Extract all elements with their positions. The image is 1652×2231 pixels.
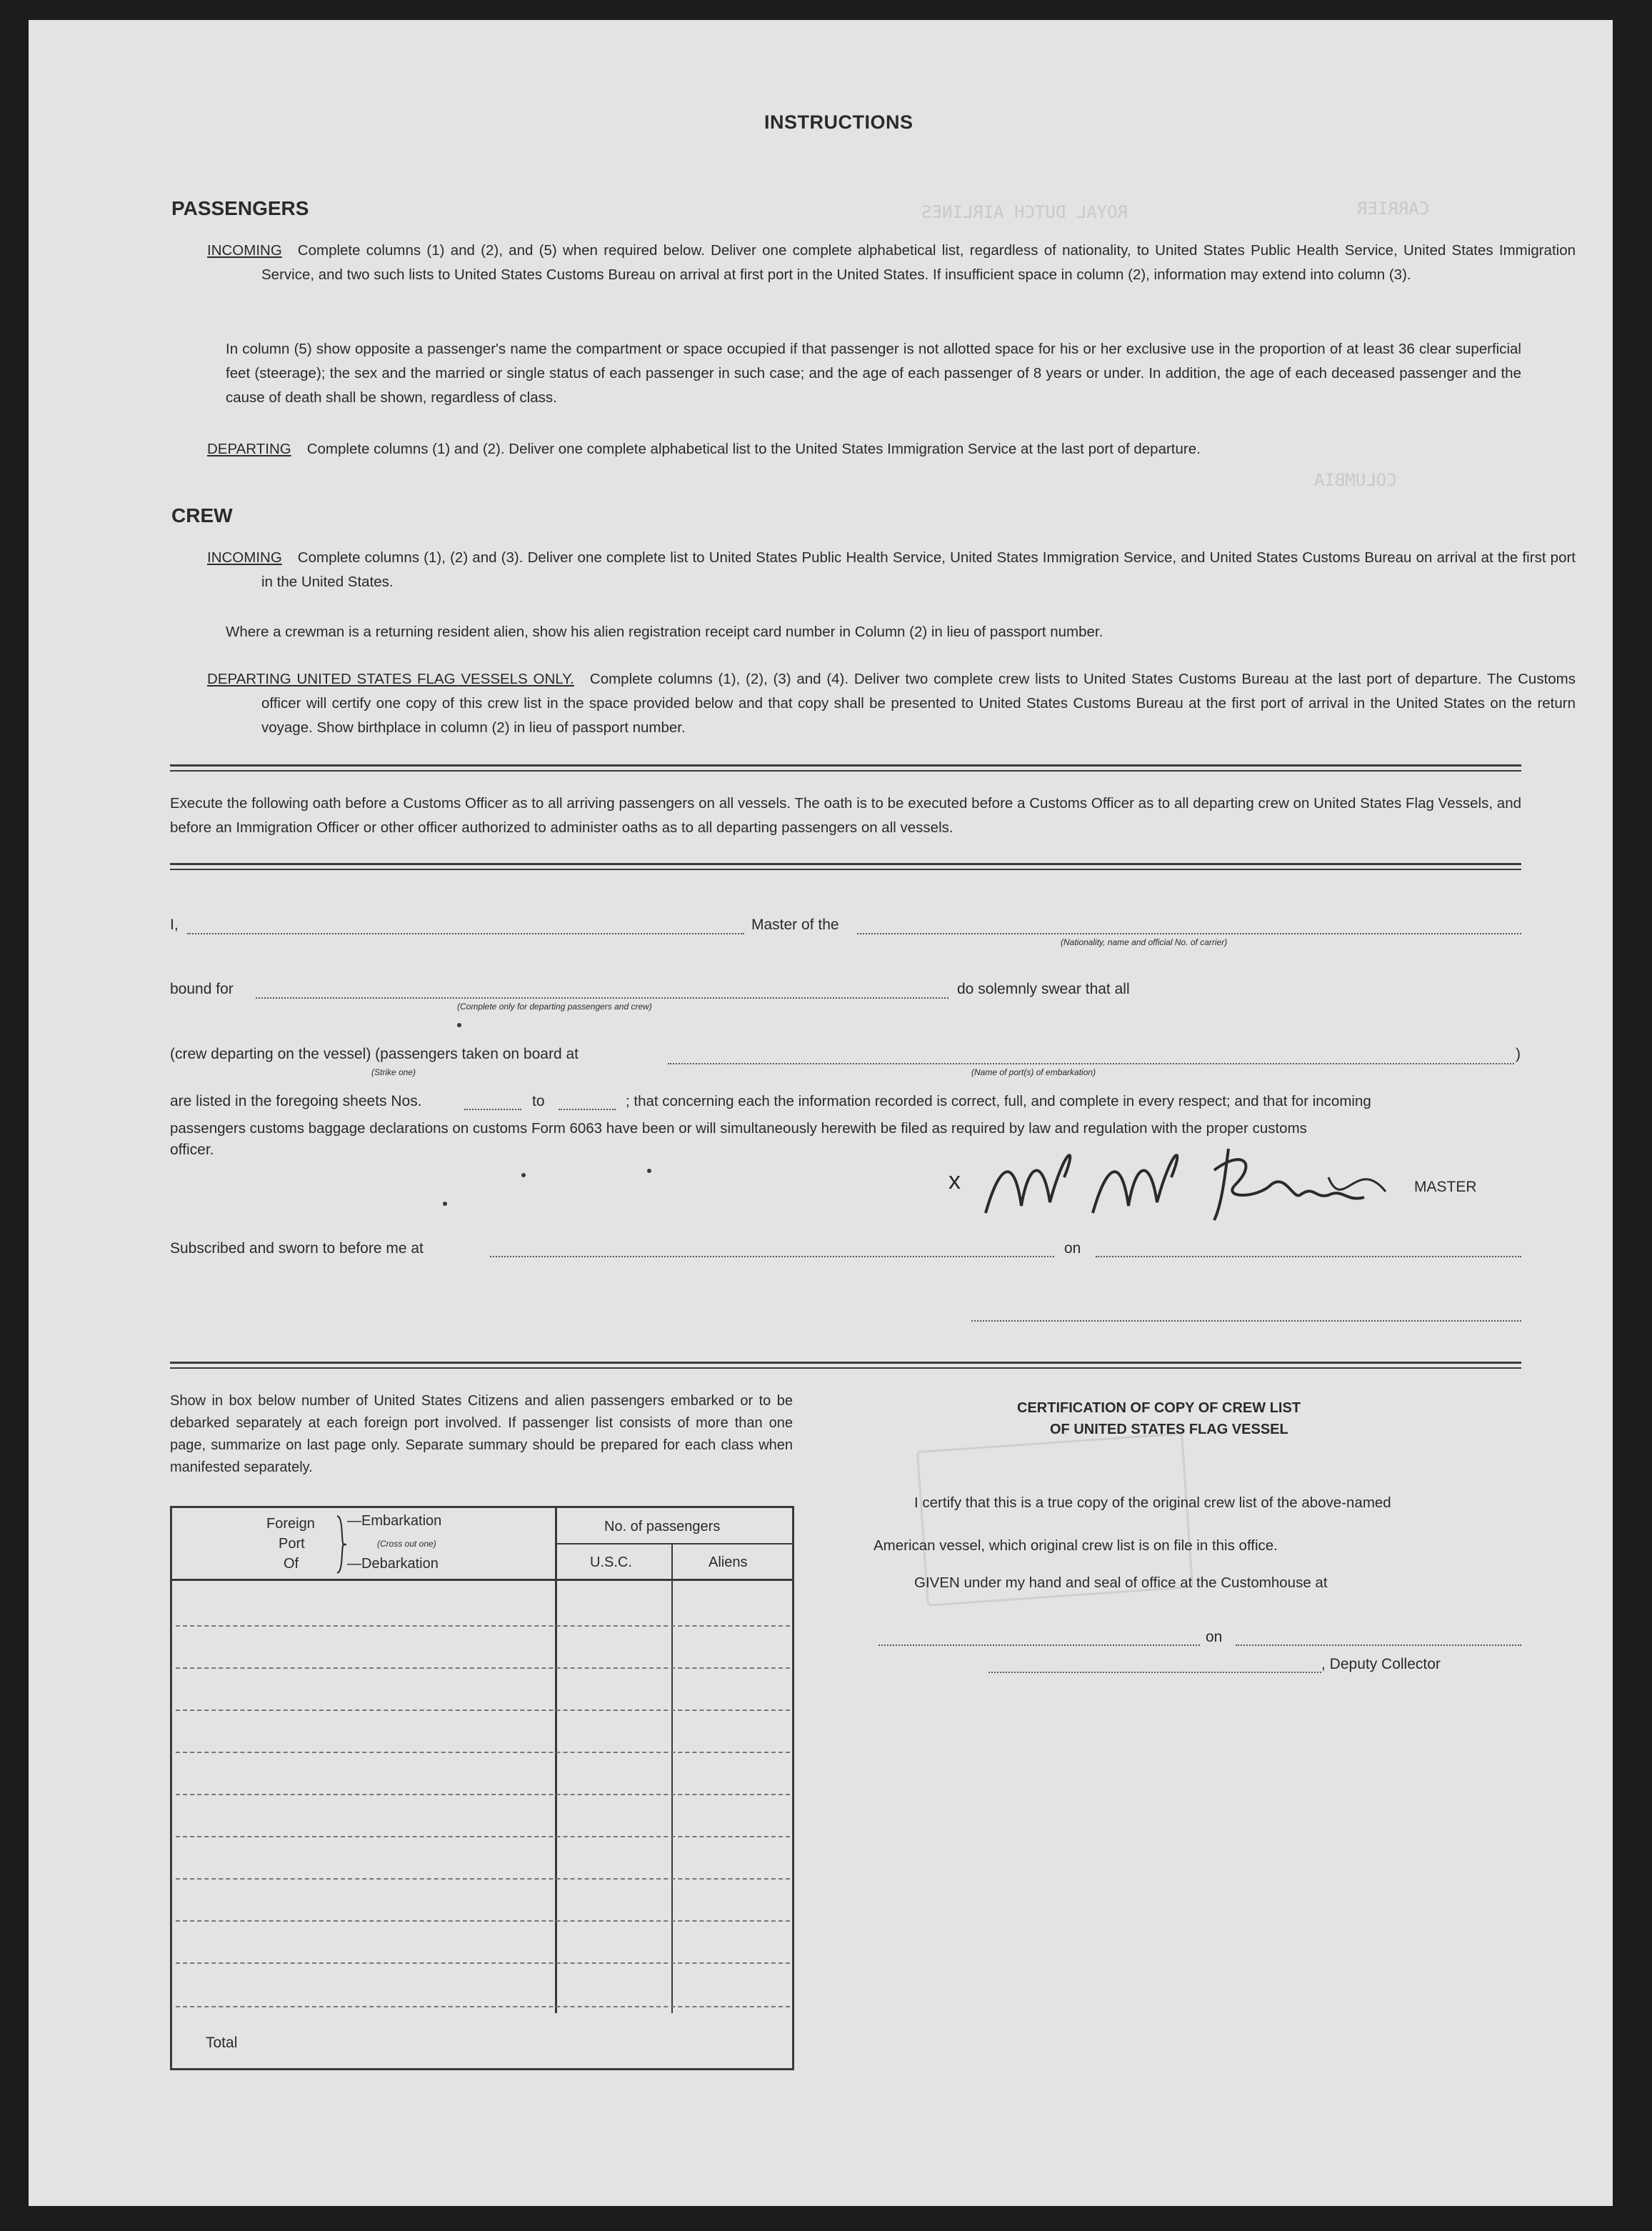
ink-speck [521, 1173, 526, 1177]
subscribed-on-label: on [1064, 1240, 1081, 1257]
certification-date-field[interactable] [1236, 1644, 1521, 1646]
table-row-line [176, 1710, 790, 1711]
passenger-summary-table [170, 1506, 794, 2070]
cross-out-caption: (Cross out one) [377, 1539, 436, 1549]
master-signature [957, 1134, 1414, 1227]
crew-departing-paragraph [207, 667, 1576, 740]
divider [170, 764, 1521, 767]
swear-text: do solemnly swear that all [957, 981, 1130, 997]
divider [170, 770, 1521, 772]
sheets-label: are listed in the foregoing sheets Nos. [170, 1093, 422, 1109]
passengers-incoming-label: INCOMING [207, 242, 282, 259]
subscribed-date-field[interactable] [1096, 1256, 1521, 1257]
bleed-through-text: CARRIER [1357, 199, 1430, 219]
ink-speck [457, 1023, 461, 1027]
embarkation-label: —Embarkation [347, 1513, 442, 1529]
table-row-line [176, 1625, 790, 1627]
crew-incoming-text: Complete columns (1), (2) and (3). Deliver one complete list to United States Public Health Service, United States Immigration Service, and United States Customs Bureau on arrival at the first port in the United States. [261, 549, 1576, 590]
crew-incoming-paragraph [207, 546, 1576, 594]
listed-text-3: passengers customs baggage declarations on customs Form 6063 have been or will simultaneously herewith be filed as required by law and regulation with the proper customs [170, 1120, 1307, 1137]
table-row-line [176, 2006, 790, 2007]
crew-departing-label: DEPARTING UNITED STATES FLAG VESSELS ONLY. [207, 671, 574, 687]
table-header-divider [170, 1579, 794, 1581]
listed-text-2: ; that concerning each the information recorded is correct, full, and complete in every respect; and that for incoming [626, 1093, 1371, 1109]
to-label: to [532, 1093, 545, 1109]
certify-line-1: I certify that this is a true copy of the original crew list of the above-named [914, 1494, 1391, 1511]
table-row-line [176, 1878, 790, 1880]
col-port-label: Port [279, 1536, 305, 1552]
officer-signature-field[interactable] [971, 1320, 1521, 1322]
carrier-field-caption: (Nationality, name and official No. of carrier) [1061, 937, 1228, 947]
subscribed-label: Subscribed and sworn to before me at [170, 1240, 424, 1257]
oath-intro-paragraph: Execute the following oath before a Customs Officer as to all arriving passengers on all vessels. The oath is to be executed before a Customs Officer as to all departing crew on United States Flag Vessels, and before an Immigration Officer or other officer authorized to administer oaths as to all departing passengers on all vessels. [170, 795, 1521, 836]
aliens-header: Aliens [709, 1554, 748, 1570]
divider [170, 863, 1521, 865]
listed-text-1 [170, 1093, 422, 1110]
passengers-departing-paragraph [207, 437, 1521, 461]
table-row-line [176, 1667, 790, 1669]
oath-i-label: I, [170, 917, 179, 933]
embarkation-port-caption: (Name of port(s) of embarkation) [971, 1067, 1096, 1077]
crew-incoming-label: INCOMING [207, 549, 282, 566]
subscribed-at-field[interactable] [490, 1256, 1054, 1257]
given-line: GIVEN under my hand and seal of office at the Customhouse at [914, 1574, 1328, 1591]
embarkation-port-field[interactable] [668, 1063, 1514, 1064]
table-row-line [176, 1920, 790, 1922]
close-paren: ) [1516, 1046, 1521, 1062]
brace-icon [334, 1514, 349, 1574]
sheet-from-field[interactable] [464, 1109, 521, 1110]
total-label: Total [206, 2035, 238, 2051]
master-label: MASTER [1414, 1179, 1477, 1195]
no-passengers-label: No. of passengers [604, 1519, 721, 1534]
ink-speck [647, 1169, 651, 1173]
usc-header: U.S.C. [590, 1554, 632, 1570]
passengers-departing-text: Complete columns (1) and (2). Deliver one complete alphabetical list to the United States Immigration Service at the last port of departure. [306, 441, 1201, 457]
table-row-line [176, 1752, 790, 1753]
crew-resident-paragraph: Where a crewman is a returning resident alien, show his alien registration receipt card number in Column (2) in lieu of passport number. [226, 624, 1103, 640]
deputy-collector-field[interactable] [988, 1672, 1321, 1673]
passengers-column5-paragraph: In column (5) show opposite a passenger's name the compartment or space occupied if that passenger is not allotted space for his or her exclusive use in the proportion of at least 36 clear superficial feet (steerage); the sex and the married or single status of each passenger in such case; and the age of each passenger of 8 years or under. In addition, the age of each deceased passenger and the cause of death shall be shown, regardless of class. [226, 341, 1521, 406]
strike-one-caption: (Strike one) [371, 1067, 416, 1077]
carrier-field[interactable] [857, 933, 1521, 934]
bound-for-field[interactable] [256, 997, 948, 999]
master-name-field[interactable] [187, 933, 744, 934]
divider [170, 1367, 1521, 1369]
crew-departing-text: Complete columns (1), (2), (3) and (4). Deliver two complete crew lists to United States Customs Bureau at the last port of departure. The Customs officer will certify one copy of this crew list in the space provided below and that copy shall be presented to United States Customs Bureau at the first port of arrival in the United States on the return voyage. Show birthplace in column (2) in lieu of passport number. [261, 671, 1576, 736]
deputy-collector-label: , Deputy Collector [1321, 1656, 1441, 1672]
certification-on-label: on [1206, 1629, 1223, 1645]
passengers-heading: PASSENGERS [171, 197, 309, 219]
crew-heading: CREW [171, 504, 233, 526]
table-row-line [176, 1794, 790, 1795]
crew-departing-text: (crew departing on the vessel) (passengers taken on board at [170, 1046, 579, 1062]
document-page [29, 20, 1613, 2206]
passengers-departing-label: DEPARTING [207, 441, 291, 457]
col-foreign-label: Foreign [266, 1516, 315, 1532]
bound-for-label: bound for [170, 981, 234, 997]
summary-paragraph: Show in box below number of United States Citizens and alien passengers embarked or to be debarked separately at each foreign port involved. If passenger list consists of more than one page, summarize on last page only. Separate summary should be prepared for each class when manifested separately. [170, 1393, 793, 1475]
divider [170, 869, 1521, 870]
sheet-to-field[interactable] [559, 1109, 616, 1110]
passengers-incoming-text: Complete columns (1) and (2), and (5) when required below. Deliver one complete alphabetical list, regardless of nationality, to United States Public Health Service, United States Immigration Service, and two such lists to United States Customs Bureau on arrival at first port in the United States. If insufficient space in column (2), information may extend into column (3). [261, 242, 1576, 283]
table-col-divider [671, 1543, 673, 2013]
signature-x-mark: x [948, 1167, 961, 1194]
table-row-line [176, 1962, 790, 1964]
page-title: INSTRUCTIONS [764, 111, 913, 133]
bleed-through-text: COLUMBIA [1314, 470, 1397, 490]
table-row-line [176, 1836, 790, 1837]
certification-heading-2: OF UNITED STATES FLAG VESSEL [1050, 1422, 1288, 1437]
passengers-incoming-paragraph [207, 239, 1576, 287]
bleed-through-text: ROYAL DUTCH AIRLINES [921, 202, 1128, 222]
debarkation-label: —Debarkation [347, 1556, 439, 1572]
ink-speck [443, 1202, 447, 1206]
col-of-label: Of [284, 1556, 299, 1572]
table-col-divider [555, 1506, 557, 2013]
customhouse-field[interactable] [878, 1644, 1200, 1646]
master-of-label: Master of the [751, 917, 839, 933]
certification-heading-1: CERTIFICATION OF COPY OF CREW LIST [1017, 1400, 1301, 1416]
listed-text-4: officer. [170, 1142, 214, 1158]
divider [170, 1362, 1521, 1364]
certify-line-2: American vessel, which original crew list is on file in this office. [873, 1537, 1278, 1554]
table-subheader-divider [555, 1543, 792, 1544]
bound-for-caption: (Complete only for departing passengers and crew) [457, 1002, 652, 1012]
